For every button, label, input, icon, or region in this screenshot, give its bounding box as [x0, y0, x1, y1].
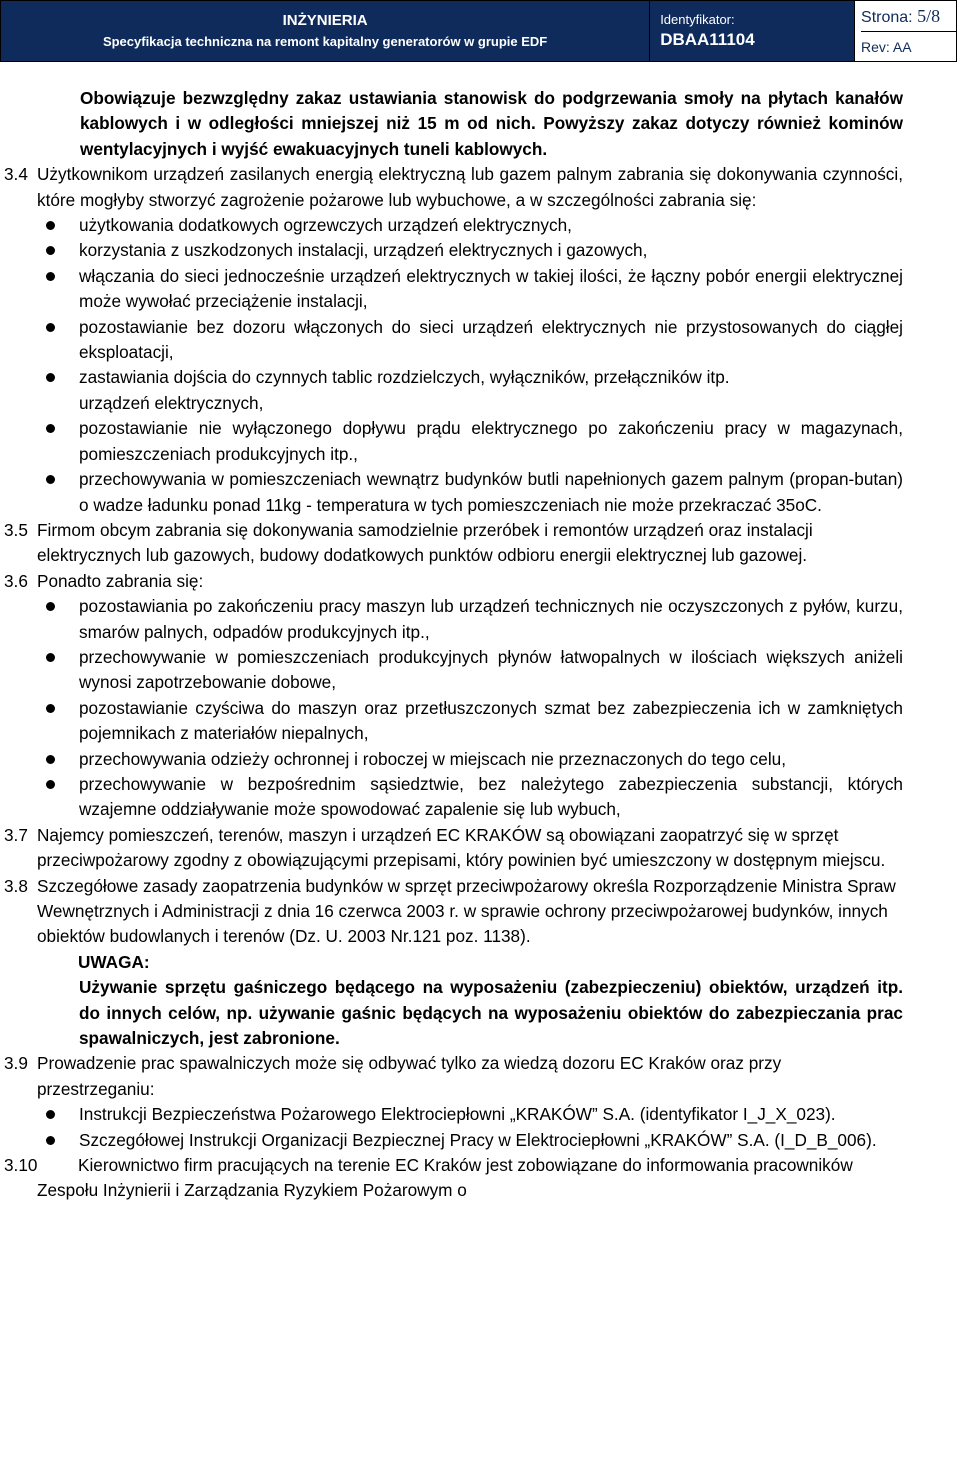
header-page-cell — [855, 1, 957, 62]
identifier-label: Identyfikator: — [660, 12, 735, 27]
identifier-value: DBAA11104 — [660, 30, 755, 49]
department-name: INŻYNIERIA — [282, 12, 368, 29]
section-3-7 — [0, 823, 960, 874]
section-text: Firmom obcym zabrania się dokonywania samodzielnie przeróbek i remontów urządzeń oraz instalacji elektrycznych lub gazowych, budowy dodatkowych punktów odbioru energii elektrycznej lub gazowej. — [37, 519, 813, 566]
list-item: pozostawianie nie wyłączonego dopływu prądu elektrycznego po zakończeniu pracy w magazynach, pomieszczeniach produkcyjnych itp., — [79, 416, 903, 467]
list-item: pozostawiania po zakończeniu pracy maszyn lub urządzeń technicznych nie oczyszczonych z pyłów, kurzu, smarów palnych, odpadów produkcyjnych itp., — [79, 594, 903, 645]
header-table — [0, 0, 957, 62]
list-item: Szczegółowej Instrukcji Organizacji Bezpiecznej Pracy w Elektrociepłowni „KRAKÓW” S.A. (I_D_B_006). — [79, 1128, 903, 1153]
list-item: przechowywanie w pomieszczeniach produkcyjnych płynów łatwopalnych w ilościach większych aniżeli wynosi zapotrzebowanie dobowe, — [79, 645, 903, 696]
section-3-9 — [0, 1051, 960, 1102]
list-item: zastawiania dojścia do czynnych tablic rozdzielczych, wyłączników, przełączników itp. — [79, 365, 903, 390]
section-3-9-list — [79, 1102, 903, 1153]
section-3-5 — [0, 518, 960, 569]
page-value: 5/8 — [917, 6, 941, 26]
section-3-10 — [0, 1153, 960, 1204]
list-item: przechowywania odzieży ochronnej i roboczej w miejscach nie przeznaczonych do tego celu, — [79, 747, 903, 772]
list-continuation: urządzeń elektrycznych, — [79, 392, 264, 413]
section-number: 3.5 — [4, 519, 28, 540]
section-3-8 — [0, 874, 960, 950]
section-3-6 — [0, 569, 960, 594]
section-text: Szczegółowe zasady zaopatrzenia budynków w sprzęt przeciwpożarowy określa Rozporządzenie Ministra Spraw Wewnętrznych i Administracji z dnia 16 czerwca 2003 r. w sprawie ochrony przeciwpożarowej budynków, innych obiektów budowlanych i terenów (Dz. U. 2003 Nr.121 poz. 1138). — [37, 875, 896, 947]
section-text: Najemcy pomieszczeń, terenów, maszyn i urządzeń EC KRAKÓW są obowiązani zaopatrzyć się w sprzęt przeciwpożarowy zgodny z obowiązującymi przepisami, który powinien być umieszczony w dostępnym miejscu. — [37, 824, 886, 871]
section-number: 3.8 — [4, 875, 28, 896]
document-body — [0, 86, 960, 1204]
section-text: Kierownictwo firm pracujących na terenie EC Kraków jest zobowiązane do informowania pracowników Zespołu Inżynierii i Zarządzania Ryzykiem Pożarowym o — [37, 1155, 853, 1201]
section-3-4-list-2 — [79, 416, 903, 518]
list-item: przechowywanie w bezpośrednim sąsiedztwie, bez należytego zabezpieczenia substancji, których wzajemne oddziaływanie może spowodować zapalenie się lub wybuch, — [79, 772, 903, 823]
header-title-cell — [1, 1, 650, 62]
revision: Rev: AA — [861, 31, 956, 61]
section-3-6-list — [79, 594, 903, 823]
list-item: Instrukcji Bezpieczeństwa Pożarowego Elektrociepłowni „KRAKÓW” S.A. (identyfikator I_J_X_023). — [79, 1102, 903, 1127]
page-header — [0, 0, 960, 62]
page-label: Strona: — [861, 9, 913, 26]
list-item: włączania do sieci jednocześnie urządzeń elektrycznych w takiej ilości, że łączny pobór energii elektrycznej może wywołać przeciążenie instalacji, — [79, 264, 903, 315]
header-identifier-cell — [650, 1, 855, 62]
section-number: 3.6 — [4, 570, 28, 591]
section-text: Ponadto zabrania się: — [37, 570, 204, 591]
section-number: 3.7 — [4, 824, 28, 845]
section-number: 3.4 — [4, 164, 28, 185]
specification-title: Specyfikacja techniczna na remont kapitalny generatorów w grupie EDF — [102, 34, 548, 49]
page-number — [861, 1, 956, 31]
section-3-4-list — [79, 213, 903, 391]
section-3-4 — [0, 162, 960, 213]
section-text: Prowadzenie prac spawalniczych może się odbywać tylko za wiedzą dozoru EC Kraków oraz przy przestrzeganiu: — [37, 1053, 782, 1099]
intro-warning: Obowiązuje bezwzględny zakaz ustawiania stanowisk do podgrzewania smoły na płytach kanałów kablowych i w odległości mniejszej niż 15 m od nich. Powyższy zakaz dotyczy również kominów wentylacyjnych i wyjść ewakuacyjnych tuneli kablowych. — [80, 88, 903, 159]
uwaga-text: Używanie sprzętu gaśniczego będącego na wyposażeniu (zabezpieczeniu) obiektów, urządzeń itp. do innych celów, np. używanie gaśnic będących na wyposażeniu obiektów do zabezpieczania prac spawalniczych, jest zabronione. — [79, 977, 903, 1049]
list-item: użytkowania dodatkowych ogrzewczych urządzeń elektrycznych, — [79, 213, 903, 238]
section-text: Użytkownikom urządzeń zasilanych energią elektryczną lub gazem palnym zabrania się dokonywania czynności, które mogłyby stworzyć zagrożenie pożarowe lub wybuchowe, a w szczególności zabrania się: — [37, 164, 903, 210]
list-item: przechowywania w pomieszczeniach wewnątrz budynków butli napełnionych gazem palnym (propan-butan) o wadze ładunku ponad 11kg - temperatura w tych pomieszczeniach nie może przekraczać 35oC. — [79, 467, 903, 518]
list-item: korzystania z uszkodzonych instalacji, urządzeń elektrycznych i gazowych, — [79, 238, 903, 263]
section-number: 3.10 — [4, 1155, 38, 1176]
section-number: 3.9 — [4, 1053, 28, 1074]
list-item: pozostawianie bez dozoru włączonych do sieci urządzeń elektrycznych nie przystosowanych do ciągłej eksploatacji, — [79, 315, 903, 366]
uwaga-label: UWAGA: — [78, 951, 150, 972]
list-item: pozostawianie czyściwa do maszyn oraz przetłuszczonych szmat bez zabezpieczenia ich w zamkniętych pojemnikach z materiałów niepalnych, — [79, 696, 903, 747]
